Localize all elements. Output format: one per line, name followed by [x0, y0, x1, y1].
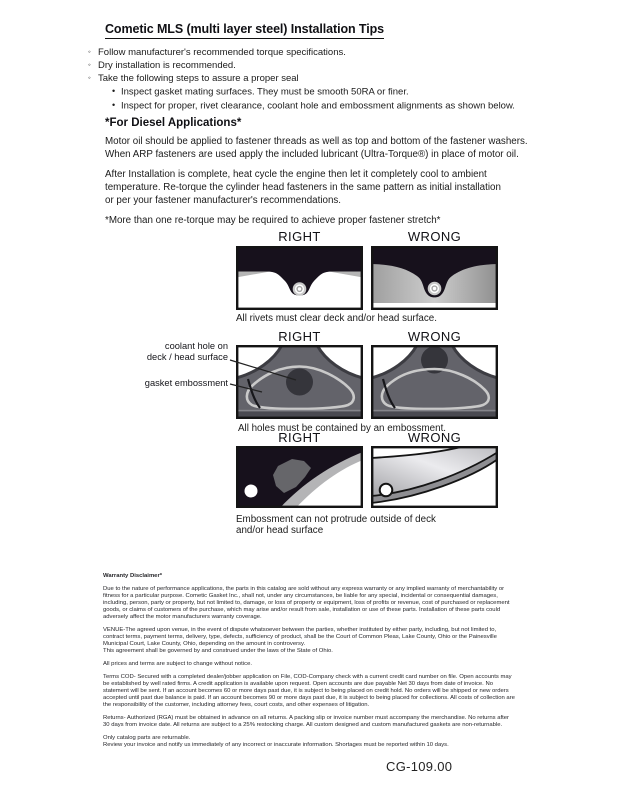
- tip-text: Inspect gasket mating surfaces. They must be smooth 50RA or finer.: [121, 86, 409, 98]
- tip-text: Follow manufacturer's recommended torque specifications.: [98, 47, 346, 58]
- gasket-embossment-label: gasket embossment: [144, 378, 228, 388]
- diagram-rivet-right: [236, 246, 363, 310]
- wrong-label: WRONG: [407, 329, 462, 344]
- tips-list: [88, 46, 515, 112]
- diagram-rivet-wrong: [371, 246, 498, 310]
- legal-paragraph: Only catalog parts are returnable.: [103, 735, 191, 741]
- legal-paragraph: All prices and terms are subject to change without notice.: [103, 661, 252, 667]
- retorque-note: *More than one re-torque may be required to achieve proper fastener stretch*: [105, 215, 441, 226]
- list-item: [112, 99, 515, 113]
- diagram-embossment-right: [236, 446, 363, 508]
- legal-heading: Warranty Disclaimer*: [103, 573, 163, 579]
- coolant-hole-label: coolant hole on deck / head surface: [146, 341, 228, 362]
- legal-paragraph: VENUE-The agreed upon venue, in the event of dispute whatsoever between the parties, whether instituted by either party, including, but not limited to, contract terms, payment terms, delivery, type, defects, sufficiency of product, shall be the Court of Common Pleas, Lake County, Ohio or the Painesville Municipal Court, Lake County, Ohio, depending on the amount in controversy.: [103, 627, 497, 647]
- paragraph: Motor oil should be applied to fastener threads as well as top and bottom of the fastener washers. When ARP fasteners are used apply the included lubricant (Ultra-Torque®) in place of motor oil.: [105, 136, 528, 160]
- tip-text: Dry installation is recommended.: [98, 60, 236, 71]
- right-label: RIGHT: [278, 329, 321, 344]
- legal-paragraph: This agreement shall be governed by and construed under the laws of the State of Ohio.: [103, 648, 333, 654]
- bullet-marker-icon: ◦: [88, 60, 91, 69]
- right-label: RIGHT: [278, 430, 321, 445]
- diagram-embossment-wrong: [371, 446, 498, 508]
- section-heading: *For Diesel Applications*: [105, 117, 242, 129]
- legal-paragraph: Due to the nature of performance applications, the parts in this catalog are sold without any express warranty or any implied warranty of merchantability or fitness for a particular purpose. Cometic Gasket Inc., shall not, under any circumstances, be liable for any special, incidental or consequential damages, including, person, party or property, but not limited to, damage, or loss of property or equipment, loss of profits or revenue, cost of purchased or replacement goods, or claims of customers of the purchase, which may arise and/or result from sale, installation or use of these parts. Installation of these parts could adversely affect the motor manufacturers warranty coverage.: [103, 586, 510, 620]
- tip-text: Inspect for proper, rivet clearance, coolant hole and embossment alignments as shown below.: [121, 100, 515, 111]
- paragraph: After Installation is complete, heat cycle the engine then let it completely cool to ambient temperature. Re-torque the cylinder head fasteners in the same pattern as initial installation or per your fastener manufacturer's recommendations.: [105, 169, 501, 206]
- legal-section: [103, 573, 517, 755]
- right-label: RIGHT: [278, 229, 321, 244]
- list-item: [88, 59, 515, 72]
- legal-paragraph: Returns- Authorized (RGA) must be obtained in advance on all returns. A packing slip or invoice number must accompany the merchandise. No returns after 30 days from invoice date. All returns are subject to a 25% restocking charge. All custom designed and custom manufactured gaskets are non-returnable.: [103, 715, 510, 728]
- wrong-label: WRONG: [407, 430, 462, 445]
- list-item: [112, 85, 515, 99]
- diagram-coolant-wrong: [371, 345, 498, 419]
- legal-paragraph: Terms COD- Secured with a completed dealer/jobber application on File, COD-Company check with a current credit card number on file. Open accounts may be established by well rated firms. A credit application is available upon request. Open accounts are due payable Net 30 days from date of invoice. No statement will be sent. If an account becomes 60 or more days past due, it is subject to being placed on credit hold. No orders will be shipped or new orders accepted until past due balance is paid. If an account becomes 90 or more days past due, it is subject to being placed for collections. All costs of collection are the responsibility of the customer, including attorney fees, court costs, and other expenses of litigation.: [103, 674, 515, 708]
- bullet-marker-icon: ◦: [88, 73, 91, 82]
- pair3-caption: Embossment can not protrude outside of deck and/or head surface: [236, 514, 436, 536]
- legal-paragraph: Review your invoice and notify us immediately of any incorrect or inaccurate information. Shortages must be reported within 10 days.: [103, 742, 449, 748]
- dot-marker-icon: •: [112, 99, 116, 110]
- wrong-label: WRONG: [407, 229, 462, 244]
- dot-marker-icon: •: [112, 86, 116, 96]
- bullet-marker-icon: ◦: [88, 47, 91, 56]
- list-item: [88, 72, 515, 85]
- pair2-caption: All holes must be contained by an embossment.: [238, 423, 447, 434]
- tip-text: Take the following steps to assure a proper seal: [98, 73, 299, 84]
- diesel-section: [105, 117, 528, 227]
- page-number: CG-109.00: [386, 759, 453, 774]
- page-title: Cometic MLS (multi layer steel) Installation Tips: [105, 22, 384, 39]
- diagram-coolant-right: [236, 345, 363, 419]
- pair1-caption: All rivets must clear deck and/or head surface.: [236, 313, 437, 324]
- list-item: [88, 46, 515, 59]
